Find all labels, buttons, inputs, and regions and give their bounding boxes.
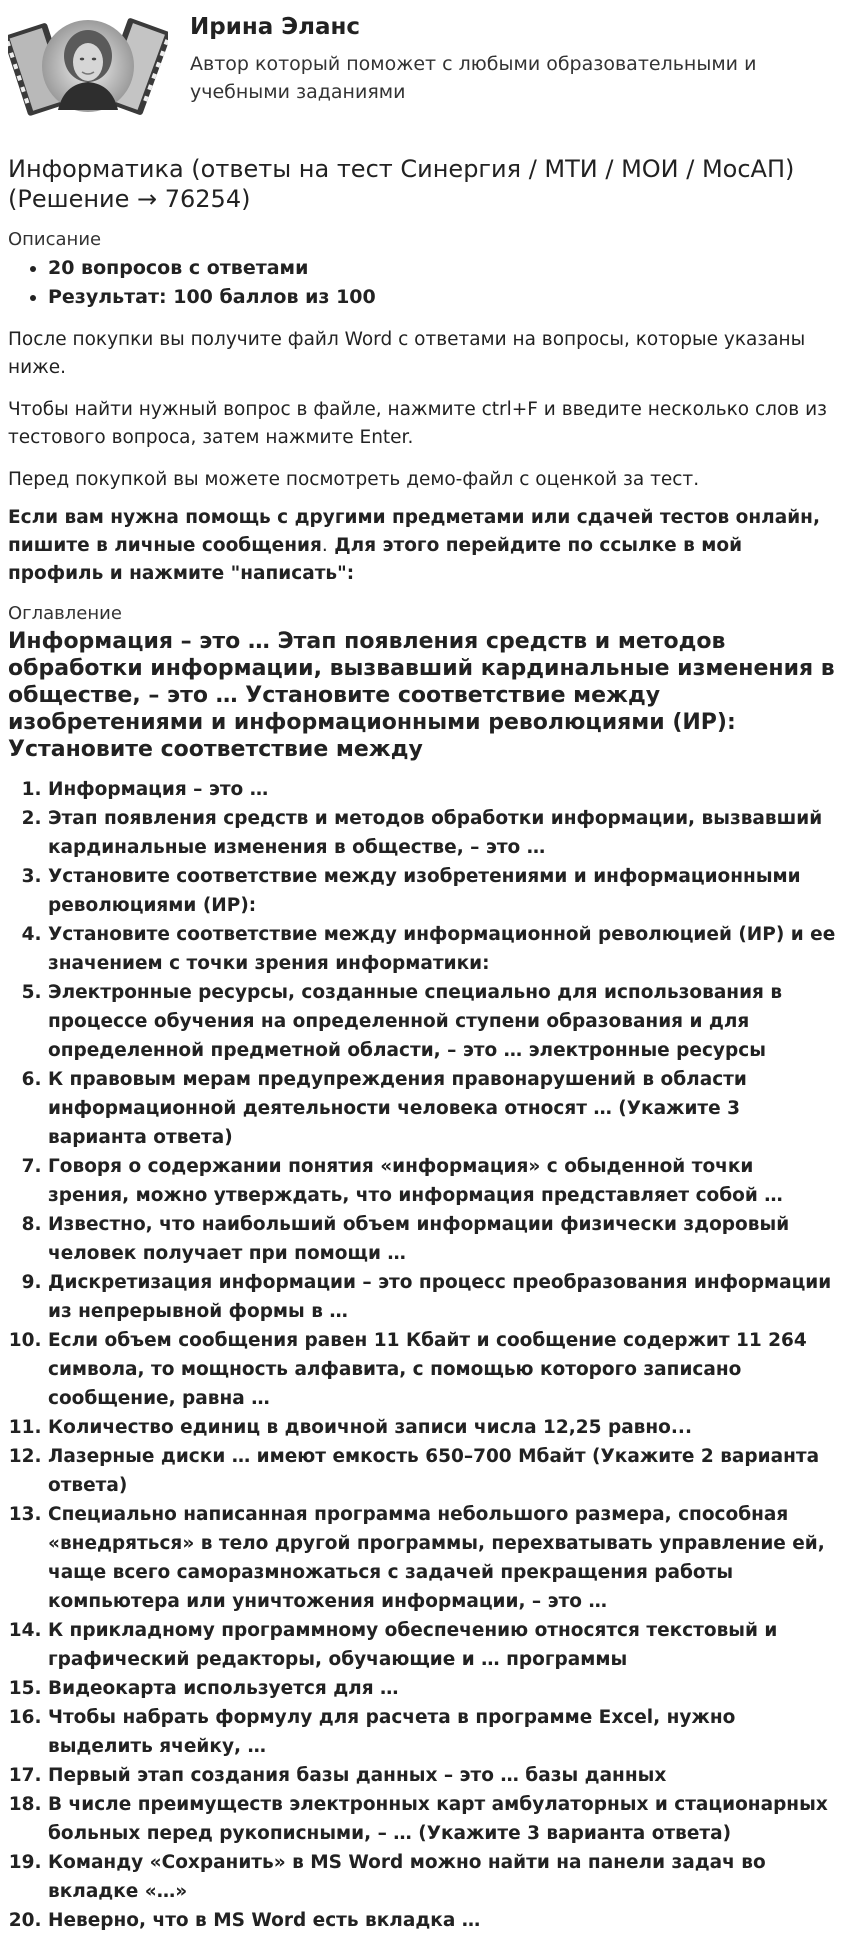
page-title: Информатика (ответы на тест Синергия / МТИ / МОИ / МосАП) (Решение → 76254) (8, 155, 795, 213)
description-label: Описание (8, 229, 102, 250)
list-item: 1. Информация – это … (48, 775, 839, 804)
toc-label: Оглавление (8, 603, 122, 624)
list-item: 11. Количество единиц в двоичной записи числа 12,25 равно... (48, 1413, 839, 1442)
contact-note-tail: Для этого перейдите по ссылке в мой профиль и нажмите "написать": (8, 535, 743, 584)
list-item: 16. Чтобы набрать формулу для расчета в программе Excel, нужно выделить ячейку, … (48, 1703, 839, 1761)
contact-note (8, 504, 839, 588)
contact-note-dot: . (321, 535, 328, 556)
list-item: 12. Лазерные диски … имеют емкость 650–700 Мбайт (Укажите 2 варианта ответа) (48, 1442, 839, 1500)
author-name[interactable]: Ирина Эланс (190, 14, 361, 40)
author-info (190, 6, 790, 106)
list-item: 15. Видеокарта используется для … (48, 1674, 839, 1703)
list-item: 4. Установите соответствие между информационной революцией (ИР) и ее значением с точки зрения информатики: (48, 920, 839, 978)
list-item: 14. К прикладному программному обеспечению относятся текстовый и графический редакторы, обучающие и … программы (48, 1616, 839, 1674)
summary-item: • Результат: 100 баллов из 100 (48, 283, 839, 312)
summary-list (8, 254, 839, 312)
author-card (8, 0, 839, 124)
list-item: 2. Этап появления средств и методов обработки информации, вызвавший кардинальные изменения в обществе, – это … (48, 804, 839, 862)
author-avatar[interactable] (8, 6, 168, 124)
list-item: 19. Команду «Сохранить» в MS Word можно найти на панели задач во вкладке «…» (48, 1848, 839, 1906)
description-paragraph: Перед покупкой вы можете посмотреть демо-файл с оценкой за тест. (8, 469, 700, 490)
avatar-photo-icon (8, 6, 168, 124)
contact-note-main: Если вам нужна помощь с другими предметами или сдачей тестов онлайн, пишите в личные сообщения (8, 507, 820, 556)
list-item: 17. Первый этап создания базы данных – это … базы данных (48, 1761, 839, 1790)
author-about: Автор который поможет с любыми образовательными и учебными заданиями (190, 53, 757, 103)
list-item: 7. Говоря о содержании понятия «информация» с обыденной точки зрения, можно утверждать, что информация представляет собой … (48, 1152, 839, 1210)
list-item: 20. Неверно, что в MS Word есть вкладка … (48, 1906, 839, 1935)
list-item: 8. Известно, что наибольший объем информации физически здоровый человек получает при помощи … (48, 1210, 839, 1268)
list-item: 13. Специально написанная программа небольшого размера, способная «внедряться» в тело другой программы, перехватывать управление ей, чаще всего саморазмножаться с задачей прекращения работы компьютера или уничтожения информации, – это … (48, 1500, 839, 1616)
list-item: 3. Установите соответствие между изобретениями и информационными революциями (ИР): (48, 862, 839, 920)
list-item: 10. Если объем сообщения равен 11 Кбайт и сообщение содержит 11 264 символа, то мощность алфавита, с помощью которого записано сообщение, равна … (48, 1326, 839, 1413)
toc-heading: Информация – это … Этап появления средств и методов обработки информации, вызвавший кардинальные изменения в обществе, – это … Установите соответствие между изобретениями и информационными революциями (ИР): Установите соответствие между (8, 629, 835, 762)
question-list (8, 775, 839, 1935)
list-item: 5. Электронные ресурсы, созданные специально для использования в процессе обучения на определенной ступени образования и для определенной предметной области, – это … электронные ресурсы (48, 978, 839, 1065)
description-paragraph: Чтобы найти нужный вопрос в файле, нажмите ctrl+F и введите несколько слов из тестового вопроса, затем нажмите Enter. (8, 399, 827, 448)
list-item: 6. К правовым мерам предупреждения правонарушений в области информационной деятельности человека относят … (Укажите 3 варианта ответа) (48, 1065, 839, 1152)
summary-item: • 20 вопросов с ответами (48, 254, 839, 283)
description-paragraph: После покупки вы получите файл Word с ответами на вопросы, которые указаны ниже. (8, 329, 806, 378)
list-item: 18. В числе преимуществ электронных карт амбулаторных и стационарных больных перед рукописными, – … (Укажите 3 варианта ответа) (48, 1790, 839, 1848)
list-item: 9. Дискретизация информации – это процесс преобразования информации из непрерывной формы в … (48, 1268, 839, 1326)
